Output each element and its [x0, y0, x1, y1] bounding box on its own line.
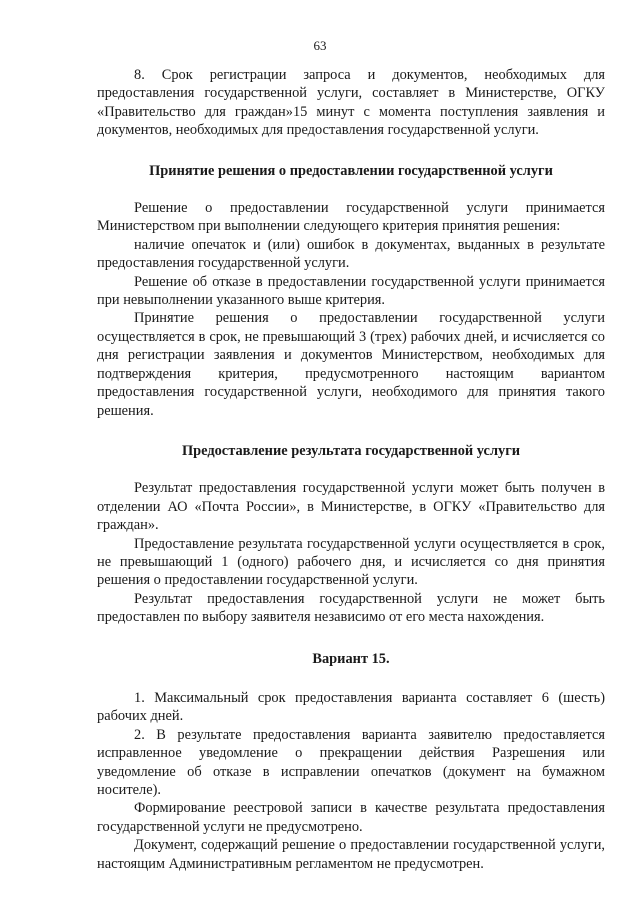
paragraph-decision-1: Решение о предоставлении государственной услуги принимается Министерством при выполнении следующего критерия принятия решения:: [97, 200, 605, 235]
paragraph-result-2: Предоставление результата государственной услуги осуществляется в срок, не превышающий 1 (одного) рабочего дня, и исчисляется со дня принятия решения о предоставлении государственной услуги.: [97, 535, 605, 589]
paragraph-variant-4: Документ, содержащий решение о предоставлении государственной услуги, настоящим Административным регламентом не предусмотрен.: [97, 837, 605, 872]
paragraph-decision-2: наличие опечаток и (или) ошибок в документах, выданных в результате предоставления государственной услуги.: [97, 236, 605, 272]
heading-decision: Принятие решения о предоставлении государственной услуги: [149, 162, 553, 179]
paragraph-result-1: Результат предоставления государственной услуги может быть получен в отделении АО «Почта России», в Министерстве, в ОГКУ «Правительство для граждан».: [97, 480, 605, 534]
heading-variant-15: Вариант 15.: [312, 650, 390, 667]
paragraph-decision-4: Принятие решения о предоставлении государственной услуги осуществляется в срок, не превышающий 3 (трех) рабочих дней, и исчисляется со дня регистрации заявления и документов Министерством, необходимых для подтверждения критерия, предусмотренного настоящим вариантом предоставления государственной услуги, необходимого для принятия такого решения.: [97, 310, 605, 419]
paragraph-result-3: Результат предоставления государственной услуги не может быть предоставлен по выбору заявителя независимо от его места нахождения.: [97, 590, 605, 626]
paragraph-registration-term: 8. Срок регистрации запроса и документов, необходимых для предоставления государственной услуги, составляет в Министерстве, ОГКУ «Правительство для граждан»15 минут с момента поступления заявления и документов, необходимых для предоставления государственной услуги.: [97, 67, 605, 139]
page-number: 63: [313, 38, 327, 53]
paragraph-variant-1: 1. Максимальный срок предоставления варианта составляет 6 (шесть) рабочих дней.: [97, 689, 605, 725]
document-body: [97, 66, 605, 873]
paragraph-variant-2: 2. В результате предоставления варианта заявителю предоставляется исправленное уведомление о прекращении действия Разрешения или уведомление об отказе в исправлении опечатков (документ на бумажном носителе).: [97, 726, 605, 798]
paragraph-variant-3: Формирование реестровой записи в качестве результата предоставления государственной услуги не предусмотрено.: [97, 800, 605, 835]
paragraph-decision-3: Решение об отказе в предоставлении государственной услуги принимается при невыполнении указанного выше критерия.: [97, 273, 605, 309]
heading-result: Предоставление результата государственной услуги: [181, 442, 521, 459]
